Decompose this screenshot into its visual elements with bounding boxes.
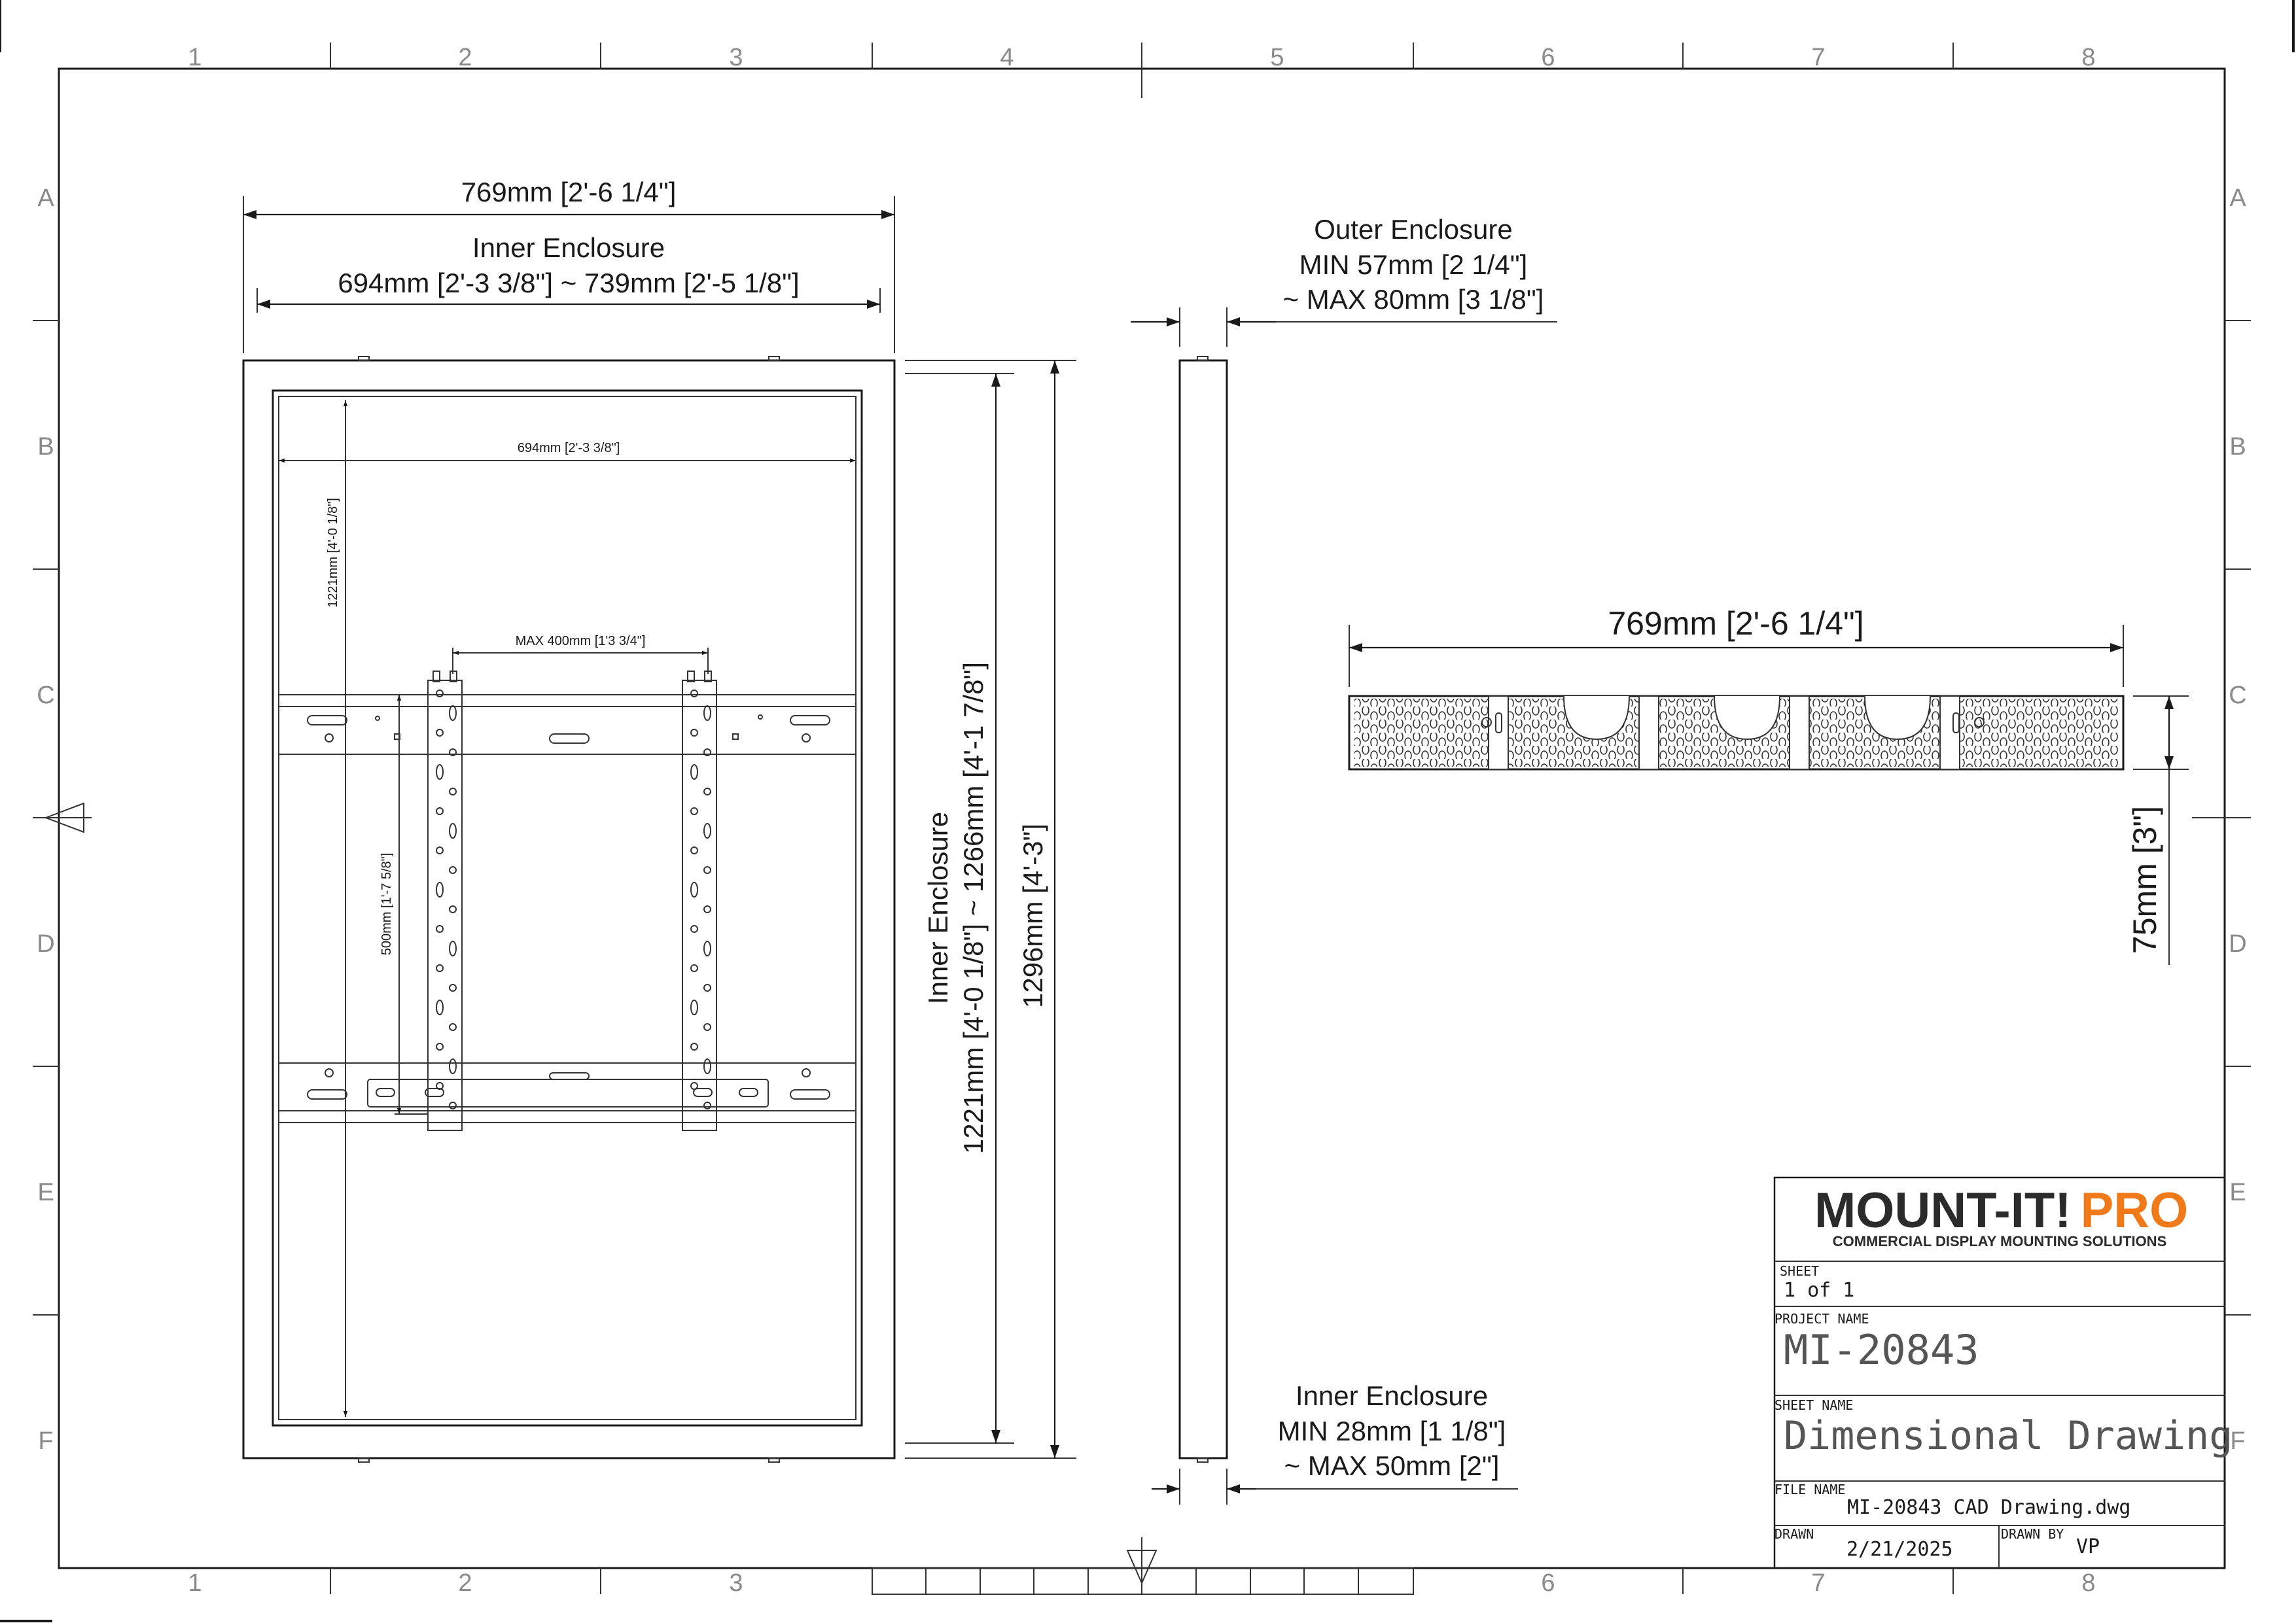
inner-width-small-label: 694mm [2'-3 3/8"]	[517, 441, 620, 455]
rail-width-label: 769mm [2'-6 1/4"]	[1608, 605, 1864, 642]
zone-number-4: 4	[1000, 44, 1014, 71]
inner-enclosure-height-title: Inner Enclosure	[923, 811, 953, 1005]
zone-number-2: 2	[458, 44, 472, 71]
bracket-hole	[691, 765, 698, 779]
zone-letter-a: A	[37, 184, 54, 212]
bracket-hole	[704, 1024, 711, 1030]
zone-number-1: 1	[188, 44, 202, 71]
zone-letter-a: A	[2229, 184, 2246, 212]
zone-number-8: 8	[2081, 1569, 2096, 1597]
bracket-hole	[691, 729, 698, 736]
zone-number-6: 6	[1541, 44, 1555, 71]
zone-number-2: 2	[458, 1569, 472, 1597]
zone-letter-d: D	[2229, 930, 2247, 958]
bracket-hole	[704, 824, 711, 838]
inner-enclosure-depth-title: Inner Enclosure	[1295, 1380, 1489, 1411]
bracket-hole	[450, 1059, 456, 1073]
outer-enclosure-max: ~ MAX 80mm [3 1/8"]	[1282, 284, 1544, 315]
zone-letter-b: B	[2229, 433, 2246, 461]
zone-letter-d: D	[37, 930, 55, 958]
sheet-label: SHEET	[1780, 1263, 1820, 1279]
bracket-hole	[691, 926, 698, 932]
bracket-hole	[436, 729, 443, 736]
bracket-hole	[436, 926, 443, 932]
sheet-name-label: SHEET NAME	[1775, 1397, 1854, 1413]
project-name-label: PROJECT NAME	[1775, 1311, 1869, 1327]
project-name-value: MI-20843	[1784, 1326, 1979, 1374]
bracket-hole	[436, 882, 443, 897]
bracket-hole	[691, 1083, 698, 1089]
bracket-hole	[691, 847, 698, 854]
bracket-hole	[436, 1043, 443, 1050]
sheet-name-value: Dimensional Drawing	[1784, 1413, 2233, 1459]
zone-number-5: 5	[1270, 44, 1284, 71]
bracket-hole	[691, 965, 698, 971]
bracket-hole	[704, 867, 711, 873]
bracket-hole	[436, 765, 443, 779]
zone-letter-f: F	[38, 1427, 54, 1455]
bracket-hole	[704, 788, 711, 795]
bracket-hole	[704, 906, 711, 913]
bracket-hole	[691, 1043, 698, 1050]
bracket-hole	[691, 808, 698, 814]
vesa-height-label: 500mm [1'-7 5/8"]	[380, 852, 394, 956]
bracket-hole	[704, 985, 711, 991]
zone-number-6: 6	[1541, 1569, 1555, 1597]
inner-height-small-label: 1221mm [4'-0 1/8"]	[326, 498, 340, 608]
inner-enclosure-depth-max: ~ MAX 50mm [2"]	[1284, 1450, 1500, 1481]
rail-view	[1349, 605, 2189, 965]
drawn-value: 2/21/2025	[1846, 1538, 1953, 1561]
zone-letter-e: E	[2229, 1179, 2246, 1206]
bracket-hole	[704, 1059, 711, 1073]
inner-enclosure-width-range: 694mm [2'-3 3/8"] ~ 739mm [2'-5 1/8"]	[338, 268, 800, 298]
bracket-hole	[450, 788, 456, 795]
bracket-hole	[704, 941, 711, 956]
file-name-value: MI-20843 CAD Drawing.dwg	[1847, 1496, 2131, 1519]
zone-number-3: 3	[729, 44, 743, 71]
bracket-hole	[450, 906, 456, 913]
zone-number-8: 8	[2081, 44, 2096, 71]
sheet-value: 1 of 1	[1784, 1279, 1855, 1302]
title-block	[1775, 1178, 2233, 1568]
vesa-max-label: MAX 400mm [1'3 3/4"]	[515, 634, 646, 648]
zone-letter-e: E	[37, 1179, 54, 1206]
zone-letter-b: B	[37, 433, 54, 461]
inner-enclosure-depth-min: MIN 28mm [1 1/8"]	[1277, 1416, 1506, 1446]
bracket-hole	[704, 1102, 711, 1109]
bracket-hole	[704, 706, 711, 720]
bracket-hole	[691, 882, 698, 897]
logo-wordmark: MOUNT-IT! PRO	[1814, 1183, 2189, 1238]
logo-tagline: COMMERCIAL DISPLAY MOUNTING SOLUTIONS	[1832, 1233, 2167, 1249]
inner-enclosure-height-range: 1221mm [4'-0 1/8"] ~ 1266mm [4'-1 7/8"]	[958, 661, 989, 1155]
bracket-hole	[436, 847, 443, 854]
zone-letter-c: C	[37, 682, 55, 709]
file-name-label: FILE NAME	[1775, 1482, 1846, 1497]
bracket-hole	[450, 1102, 456, 1109]
bracket-hole	[691, 1000, 698, 1015]
outer-enclosure-title: Outer Enclosure	[1314, 214, 1513, 245]
zone-number-7: 7	[1811, 1569, 1826, 1597]
bracket-hole	[450, 941, 456, 956]
bracket-hole	[436, 1000, 443, 1015]
zone-number-3: 3	[729, 1569, 743, 1597]
bracket-hole	[436, 808, 443, 814]
drawn-by-value: VP	[2076, 1535, 2100, 1558]
bracket-hole	[436, 965, 443, 971]
inner-enclosure-width-title: Inner Enclosure	[472, 232, 665, 263]
overall-width-label: 769mm [2'-6 1/4"]	[461, 177, 677, 207]
bracket-hole	[450, 706, 456, 720]
bracket-hole	[450, 824, 456, 838]
bracket-hole	[450, 1024, 456, 1030]
overall-height-label: 1296mm [4'-3"]	[1017, 823, 1048, 1009]
drawn-by-label: DRAWN BY	[2001, 1526, 2064, 1542]
zone-number-1: 1	[188, 1569, 202, 1597]
bracket-hole	[691, 690, 698, 697]
bracket-hole	[436, 690, 443, 697]
outer-enclosure-min: MIN 57mm [2 1/4"]	[1299, 249, 1528, 280]
bracket-hole	[450, 867, 456, 873]
rail-height-label: 75mm [3"]	[2127, 805, 2163, 954]
zone-letter-c: C	[2229, 682, 2247, 709]
front-view	[243, 177, 1076, 1462]
side-view	[1131, 214, 1557, 1505]
bracket-hole	[450, 985, 456, 991]
drawn-label: DRAWN	[1775, 1526, 1814, 1542]
zone-number-7: 7	[1811, 44, 1826, 71]
zone-letter-f: F	[2230, 1427, 2246, 1455]
